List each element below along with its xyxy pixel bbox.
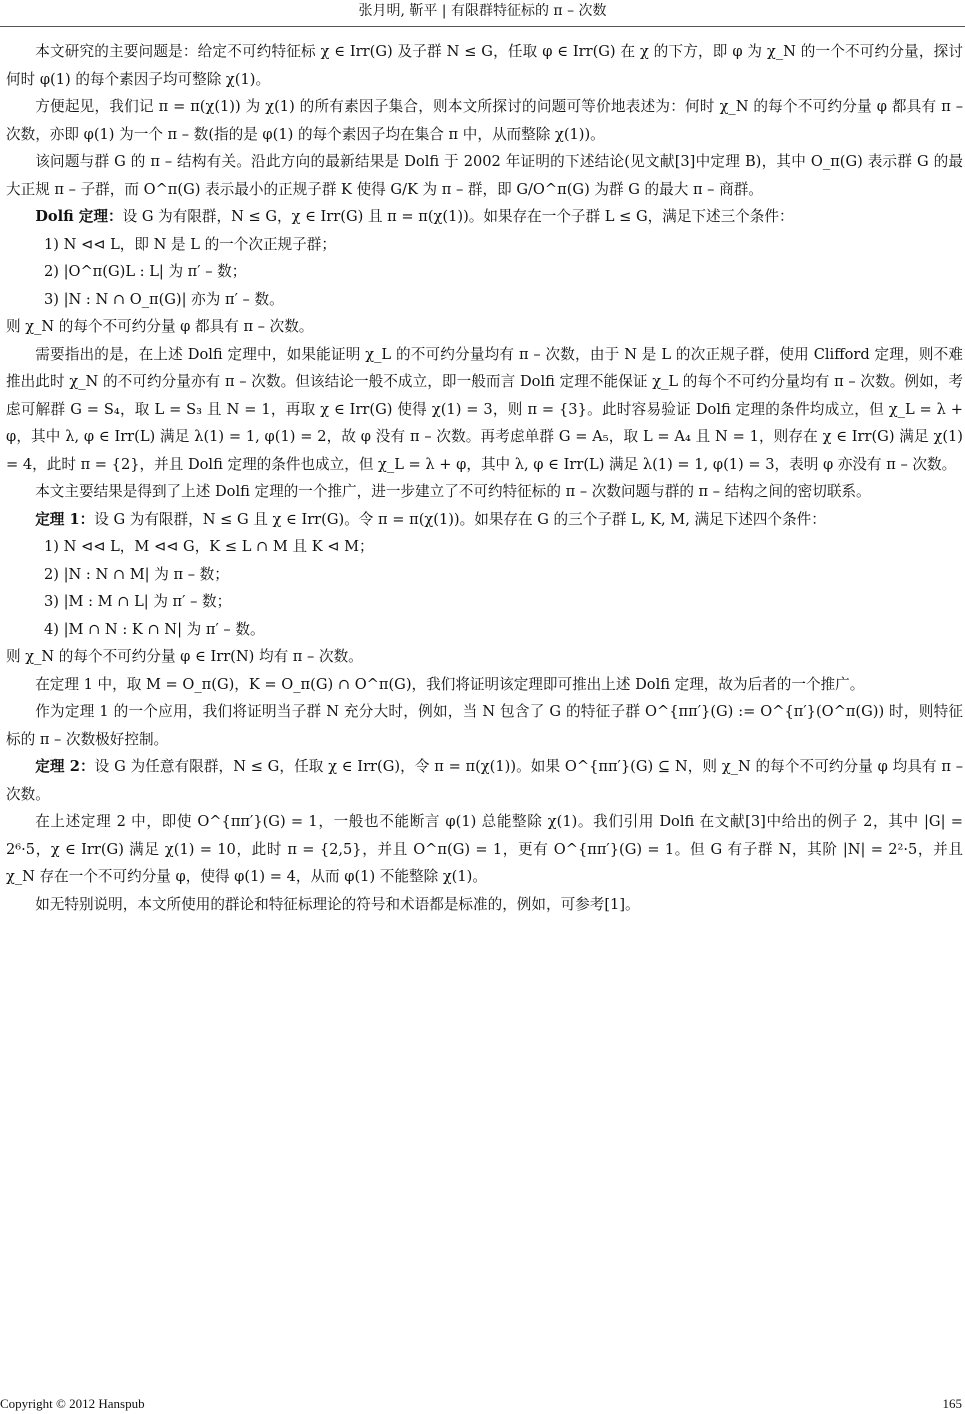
paragraph — [6, 478, 963, 506]
paragraph — [6, 93, 963, 148]
paragraph-text: 方便起见，我们记 π = π(χ(1)) 为 χ(1) 的所有素因子集合，则本文所探讨的问题可等价地表述为：何时 χ_N 的每个不可约分量 φ 都具有 π – 次数，亦即 φ(1) 为一个 π – 数(指的是 φ(1) 的每个素因子均在集合 π 中，从而整除 χ(1))。 — [6, 98, 963, 143]
paragraph-text: 4) |M ∩ N : K ∩ N| 为 π′ – 数。 — [43, 620, 265, 638]
paragraph — [6, 808, 963, 891]
paragraph — [6, 616, 963, 644]
paragraph-text: 作为定理 1 的一个应用，我们将证明当子群 N 充分大时，例如，当 N 包含了 G 的特征子群 O^{ππ′}(G) := O^{π′}(O^π(G)) 时，则特征标的 π – 次数极好控制。 — [6, 703, 963, 748]
paragraph — [6, 698, 963, 753]
paragraph — [6, 258, 963, 286]
paragraph-text: 1) N ⊲⊲ L，M ⊲⊲ G，K ≤ L ∩ M 且 K ⊲ M； — [43, 538, 374, 555]
paragraph — [6, 506, 963, 534]
paragraph-text: 设 G 为有限群，N ≤ G，χ ∈ Irr(G) 且 π = π(χ(1))。如果存在一个子群 L ≤ G，满足下述三个条件： — [122, 208, 794, 225]
paragraph — [6, 148, 963, 203]
paragraph — [6, 588, 963, 616]
paragraph-text: 则 χ_N 的每个不可约分量 φ 都具有 π – 次数。 — [6, 318, 314, 335]
paragraph — [6, 643, 963, 671]
paragraph — [6, 341, 963, 479]
paragraph-text: 3) |N : N ∩ O_π(G)| 亦为 π′ – 数。 — [43, 290, 284, 308]
page-footer — [0, 1394, 962, 1414]
paragraph-text: 2) |O^π(G)L : L| 为 π′ – 数； — [43, 263, 247, 280]
paragraph — [6, 891, 963, 919]
copyright-notice: Copyright © 2012 Hanspub — [0, 1396, 145, 1411]
paragraph-text: 本文主要结果是得到了上述 Dolfi 定理的一个推广，进一步建立了不可约特征标的 π – 次数问题与群的 π – 结构之间的密切联系。 — [35, 483, 871, 500]
theorem-label: Dolfi 定理： — [35, 208, 123, 225]
article-body — [6, 38, 963, 918]
theorem-label: 定理 2： — [35, 758, 95, 775]
paragraph — [6, 671, 963, 699]
paragraph-text: 设 G 为有限群，N ≤ G 且 χ ∈ Irr(G)。令 π = π(χ(1))。如果存在 G 的三个子群 L, K, M, 满足下述四个条件： — [94, 510, 826, 528]
paragraph-text: 本文研究的主要问题是：给定不可约特征标 χ ∈ Irr(G) 及子群 N ≤ G，任取 φ ∈ Irr(G) 在 χ 的下方，即 φ 为 χ_N 的一个不可约分量，探讨何时 φ(1) 的每个素因子均可整除 χ(1)。 — [6, 43, 963, 88]
theorem-label: 定理 1： — [35, 510, 95, 528]
paragraph-text: 设 G 为任意有限群，N ≤ G，任取 χ ∈ Irr(G)，令 π = π(χ(1))。如果 O^{ππ′}(G) ⊆ N，则 χ_N 的每个不可约分量 φ 均具有 π – 次数。 — [6, 758, 963, 803]
paragraph — [6, 286, 963, 314]
paragraph-text: 需要指出的是，在上述 Dolfi 定理中，如果能证明 χ_L 的不可约分量均有 π – 次数，由于 N 是 L 的次正规子群，使用 Clifford 定理，则不难推出此时 χ_N 的不可约分量亦有 π – 次数。但该结论一般不成立，即一般而言 Dolfi 定理不能保证 χ_L 的每个不可约分量均有 π – 次数。例如，考虑可解群 G = S₄，取 L = S₃ 且 N = 1，再取 χ ∈ Irr(G) 使得 χ(1) = 3，则 π = {3}。此时容易验证 Dolfi 定理的条件均成立，但 χ_L = λ + φ，其中 λ, φ ∈ Irr(L) 满足 λ(1) = 1, φ(1) = 2，故 φ 没有 π – 次数。再考虑单群 G = A₅，取 L = A₄ 且 N = 1，则存在 χ ∈ Irr(G) 满足 χ(1) = 4，此时 π = {2}，并且 Dolfi 定理的条件也成立，但 χ_L = λ + φ，其中 λ, φ ∈ Irr(L) 满足 λ(1) = 1, φ(1) = 3，表明 φ 亦没有 π – 次数。 — [6, 345, 963, 473]
paragraph-text: 该问题与群 G 的 π – 结构有关。沿此方向的最新结果是 Dolfi 于 2002 年证明的下述结论(见文献[3]中定理 B)，其中 O_π(G) 表示群 G 的最大正规 π – 子群，而 O^π(G) 表示最小的正规子群 K 使得 G/K 为 π – 群，即 G/O^π(G) 为群 G 的最大 π – 商群。 — [6, 153, 963, 198]
paragraph-text: 3) |M : M ∩ L| 为 π′ – 数； — [43, 593, 232, 610]
paragraph — [6, 231, 963, 259]
running-head: 张月明, 靳平 | 有限群特征标的 π – 次数 — [0, 0, 965, 27]
paragraph-text: 则 χ_N 的每个不可约分量 φ ∈ Irr(N) 均有 π – 次数。 — [6, 648, 363, 665]
paragraph-text: 在上述定理 2 中，即使 O^{ππ′}(G) = 1，一般也不能断言 φ(1) 总能整除 χ(1)。我们引用 Dolfi 在文献[3]中给出的例子 2，其中 |G| = 2⁶·5，χ ∈ Irr(G) 满足 χ(1) = 10，此时 π = {2,5}，并且 O^π(G) = 1，更有 O^{ππ′}(G) = 1。但 G 有子群 N，其阶 |N| = 2²·5，并且 χ_N 存在一个不可约分量 φ，使得 φ(1) = 4，从而 φ(1) 不能整除 χ(1)。 — [6, 813, 963, 885]
paragraph — [6, 313, 963, 341]
paragraph — [6, 753, 963, 808]
paragraph-text: 如无特别说明，本文所使用的群论和特征标理论的符号和术语都是标准的，例如，可参考[1]。 — [35, 895, 640, 913]
page-number: 165 — [942, 1396, 962, 1411]
paragraph — [6, 533, 963, 561]
paragraph-text: 在定理 1 中，取 M = O_π(G)，K = O_π(G) ∩ O^π(G)，我们将证明该定理即可推出上述 Dolfi 定理，故为后者的一个推广。 — [35, 675, 865, 693]
paragraph — [6, 203, 963, 231]
paragraph-text: 2) |N : N ∩ M| 为 π – 数； — [43, 565, 229, 583]
paragraph-text: 1) N ⊲⊲ L，即 N 是 L 的一个次正规子群； — [43, 235, 336, 253]
paragraph — [6, 38, 963, 93]
paragraph — [6, 561, 963, 589]
